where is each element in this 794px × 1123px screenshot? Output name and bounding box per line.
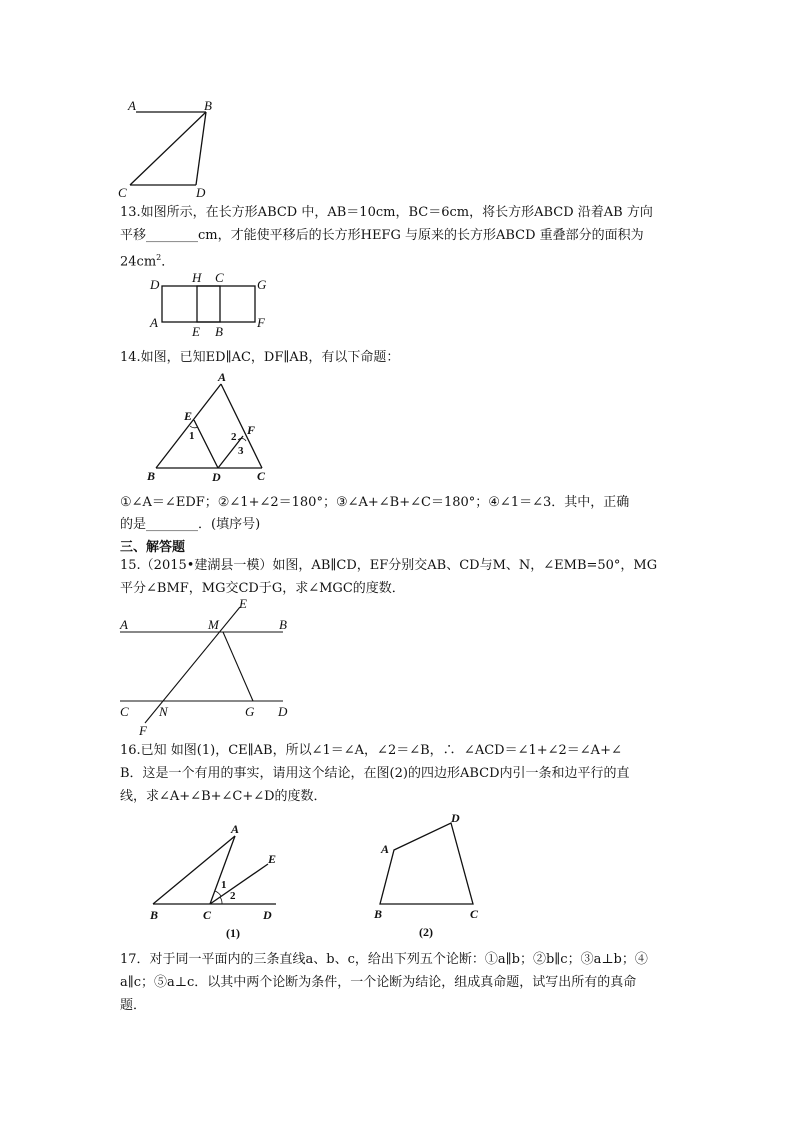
label-c: C [215,270,224,285]
label-d: D [451,811,460,825]
figure-q13-svg [145,270,275,340]
label-e: E [192,324,200,339]
label-g: G [257,277,267,292]
angle-2-arc [220,897,222,904]
question-17-line1: 17．对于同一平面内的三条直线a、b、c，给出下列五个论断：①a∥b；②b∥c；③a⊥b；④ [120,952,648,967]
label-e: E [239,596,247,611]
label-n: N [159,704,168,719]
question-14-line3: 的是________．(填序号) [120,517,261,532]
section-heading-answer-questions: 三、解答题 [120,540,186,555]
figure-q15-svg [115,595,305,740]
label-f: F [257,315,265,330]
label-angle-3: 3 [238,445,244,457]
figure-q16-2 [365,805,495,940]
label-b: B [204,98,212,113]
figure-q15 [115,595,305,740]
question-16-line3: 线，求∠A+∠B+∠C+∠D的度数． [120,789,327,804]
label-a: A [128,98,136,113]
label-g: G [245,704,255,719]
question-17-line2: a∥c；⑤a⊥c．以其中两个论断为条件，一个论断为结论，组成真命题，试写出所有的真命 [120,975,637,990]
label-b: B [279,617,287,632]
figure-q16-2-svg [365,805,495,940]
label-a: A [150,315,158,330]
label-d: D [196,185,206,200]
question-14-line2: ①∠A＝∠EDF；②∠1+∠2＝180°；③∠A+∠B+∠C＝180°；④∠1＝∠3．其中，正确 [120,495,630,510]
segment-bc [130,112,206,185]
label-d: D [212,470,221,484]
question-16-line1: 16.已知 如图(1)，CE∥AB，所以∠1＝∠A，∠2＝∠B，∴ ∠ACD＝∠1+∠2＝∠A+∠ [120,743,622,758]
label-f: F [247,423,256,437]
question-14-line1: 14.如图，已知ED∥AC，DF∥AB，有以下命题： [120,350,400,365]
label-c: C [203,908,212,922]
figure-q13 [145,270,275,340]
question-15-line1: 15.（2015•建湖县一模）如图，AB∥CD，EF分别交AB、CD与M、N，∠EMB=50°，MG [120,558,658,573]
label-e: E [184,409,193,423]
caption-figure-1: (1) [226,926,240,940]
label-c: C [120,704,129,719]
label-angle-1: 1 [221,879,227,891]
figure-q16-1-svg [140,815,290,940]
label-b: B [215,324,223,339]
label-c: C [470,907,479,921]
segment-mg [223,632,253,701]
question-15-line2: 平分∠BMF，MG交CD于G，求∠MGC的度数． [120,581,405,596]
label-h: H [192,270,202,285]
rectangle-abcd [162,286,220,322]
label-angle-1: 1 [189,430,195,442]
segment-bd [196,112,206,185]
question-17-line3: 题． [120,998,147,1013]
label-m: M [208,617,219,632]
label-f: F [139,723,147,738]
label-b: B [147,469,156,483]
label-d: D [150,277,160,292]
figure-q12 [110,95,230,205]
label-angle-2: 2 [231,431,237,443]
label-e: E [268,852,277,866]
figure-q16-1 [140,815,290,940]
label-a: A [231,822,240,836]
question-16-line2: B．这是一个有用的事实，请用这个结论，在图(2)的四边形ABCD内引一条和边平行的直 [120,766,630,781]
label-a: A [120,617,128,632]
figure-q14-svg [140,370,280,485]
q13-area-exponent: 2 [156,253,162,262]
question-13-line1: 13.如图所示，在长方形ABCD 中，AB＝10cm，BC＝6cm，将长方形ABCD 沿着AB 方向 [120,205,653,220]
label-angle-2: 2 [230,890,236,902]
question-13-line2: 平移________cm，才能使平移后的长方形HEFG 与原来的长方形ABCD 重叠部分的面积为 [120,228,644,243]
label-b: B [374,907,383,921]
label-a: A [218,370,227,384]
label-c: C [118,185,127,200]
label-b: B [150,908,159,922]
caption-figure-2: (2) [419,925,433,939]
quadrilateral-abcd [380,823,473,904]
figure-q12-svg [110,95,230,205]
ray-ce [210,864,268,904]
label-d: D [263,908,272,922]
q13-area-value: 24cm [120,254,157,270]
label-c: C [257,469,266,483]
q13-period: ． [161,254,175,270]
angle-1-arc [215,891,221,896]
rectangle-hefg [197,286,255,322]
label-a: A [381,842,390,856]
figure-q14 [140,370,280,485]
label-d: D [278,704,288,719]
